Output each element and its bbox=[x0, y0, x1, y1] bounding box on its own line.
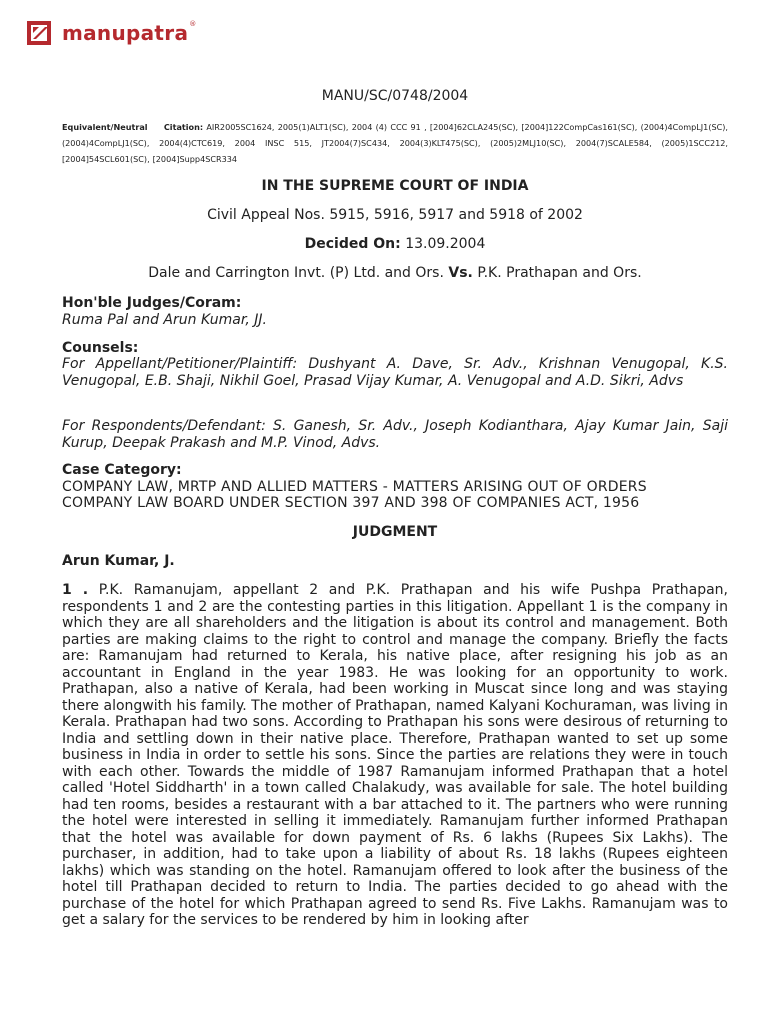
case-parties bbox=[62, 265, 728, 281]
decided-on bbox=[62, 236, 728, 252]
case-category-line-2: COMPANY LAW BOARD UNDER SECTION 397 AND 398 OF COMPANIES ACT, 1956 bbox=[62, 495, 640, 511]
equivalent-citation bbox=[62, 119, 728, 167]
citation-text: AIR2005SC1624, 2005(1)ALT1(SC), 2004 (4) CCC 91 , [2004]62CLA245(SC), [2004]122CompCas161(SC), (2004)4CompLJ1(SC), (2004)4CompLJ1(SC), 2004(4)CTC619, 2004 INSC 515, JT2004(7)SC434, 2004(3)KLT475(SC), (2005)2MLJ10(SC), 2004(7)SCALE584, (2005)1SCC212, [2004]54SCL601(SC), [2004]Supp4SCR334 bbox=[62, 122, 728, 164]
paragraph-number: 1 . bbox=[62, 582, 89, 598]
paragraph-1 bbox=[62, 582, 728, 934]
manu-citation-number: MANU/SC/0748/2004 bbox=[321, 88, 469, 104]
case-category-line-1: COMPANY LAW, MRTP AND ALLIED MATTERS - MATTERS ARISING OUT OF ORDERS bbox=[62, 479, 647, 495]
judgment-author: Arun Kumar, J. bbox=[62, 553, 175, 569]
case-category-heading: Case Category: bbox=[62, 462, 182, 478]
appellant-party: Dale and Carrington Invt. (P) Ltd. and Ors. bbox=[148, 265, 444, 281]
appeal-numbers: Civil Appeal Nos. 5915, 5916, 5917 and 5918 of 2002 bbox=[207, 207, 583, 223]
counsels-heading: Counsels: bbox=[62, 340, 139, 356]
counsel-respondent: For Respondents/Defendant: S. Ganesh, Sr. Adv., Joseph Kodianthara, Ajay Kumar Jain, Saji Kurup, Deepak Prakash and M.P. Vinod, Advs. bbox=[62, 418, 728, 451]
paragraph-text: P.K. Ramanujam, appellant 2 and P.K. Prathapan and his wife Pushpa Prathapan, respondents 1 and 2 are the contesting parties in this litigation. Appellant 1 is the company in which they are all shareholders and the litigation is about its control and management. Both parties are making claims to the right to control and manage the company. Briefly the facts are: Ramanujam had returned to Kerala, his native place, after resigning his job as an accountant in England in the year 1983. He was looking for an opportunity to work. Prathapan, also a native of Kerala, had been working in Muscat since long and was staying there alongwith his family. The mother of Prathapan, named Kalyani Kochuraman, was living in Kerala. Prathapan had two sons. According to Prathapan his sons were desirous of returning to India and settling down in their native place. Therefore, Prathapan wanted to set up some business in India in order to settle his sons. Since the parties are relations they were in touch with each other. Towards the middle of 1987 Ramanujam informed Prathapan that a hotel called 'Hotel Siddharth' in a town called Chalakudy, was available for sale. The hotel building had ten rooms, besides a restaurant with a bar attached to it. The partners who were running the hotel were interested in selling it immediately. Ramanujam further informed Prathapan that the hotel was available for down payment of Rs. 6 lakhs (Rupees Six Lakhs). The purchaser, in addition, had to take upon a liability of about Rs. 18 lakhs (Rupees eighteen lakhs) which was standing on the hotel. Ramanujam offered to look after the business of the hotel till Prathapan decided to return to India. The parties decided to go ahead with the purchase of the hotel for which Prathapan agreed to send Rs. Five Lakhs. Ramanujam was to get a salary for the services to be rendered by him in looking after bbox=[62, 582, 728, 928]
judges-names: Ruma Pal and Arun Kumar, JJ. bbox=[62, 312, 267, 328]
manupatra-logo bbox=[26, 20, 201, 46]
decided-on-date: 13.09.2004 bbox=[405, 236, 486, 252]
counsel-appellant: For Appellant/Petitioner/Plaintiff: Dushyant A. Dave, Sr. Adv., Krishnan Venugopal, K.S. Venugopal, E.B. Shaji, Nikhil Goel, Prasad Vijay Kumar, A. Venugopal and A.D. Sikri, Advs bbox=[62, 356, 728, 389]
versus-label: Vs. bbox=[448, 265, 473, 281]
decided-on-label: Decided On: bbox=[304, 236, 401, 252]
manupatra-logo-icon bbox=[26, 20, 56, 46]
registered-mark: ® bbox=[189, 20, 197, 28]
judgment-heading: JUDGMENT bbox=[352, 524, 438, 540]
brand-name: manupatra bbox=[62, 21, 189, 45]
court-name: IN THE SUPREME COURT OF INDIA bbox=[261, 178, 529, 194]
citation-label-equivalent: Equivalent/Neutral bbox=[62, 122, 148, 132]
citation-label-citation: Citation: bbox=[163, 122, 204, 132]
judges-heading: Hon'ble Judges/Coram: bbox=[62, 295, 242, 311]
respondent-party: P.K. Prathapan and Ors. bbox=[477, 265, 642, 281]
